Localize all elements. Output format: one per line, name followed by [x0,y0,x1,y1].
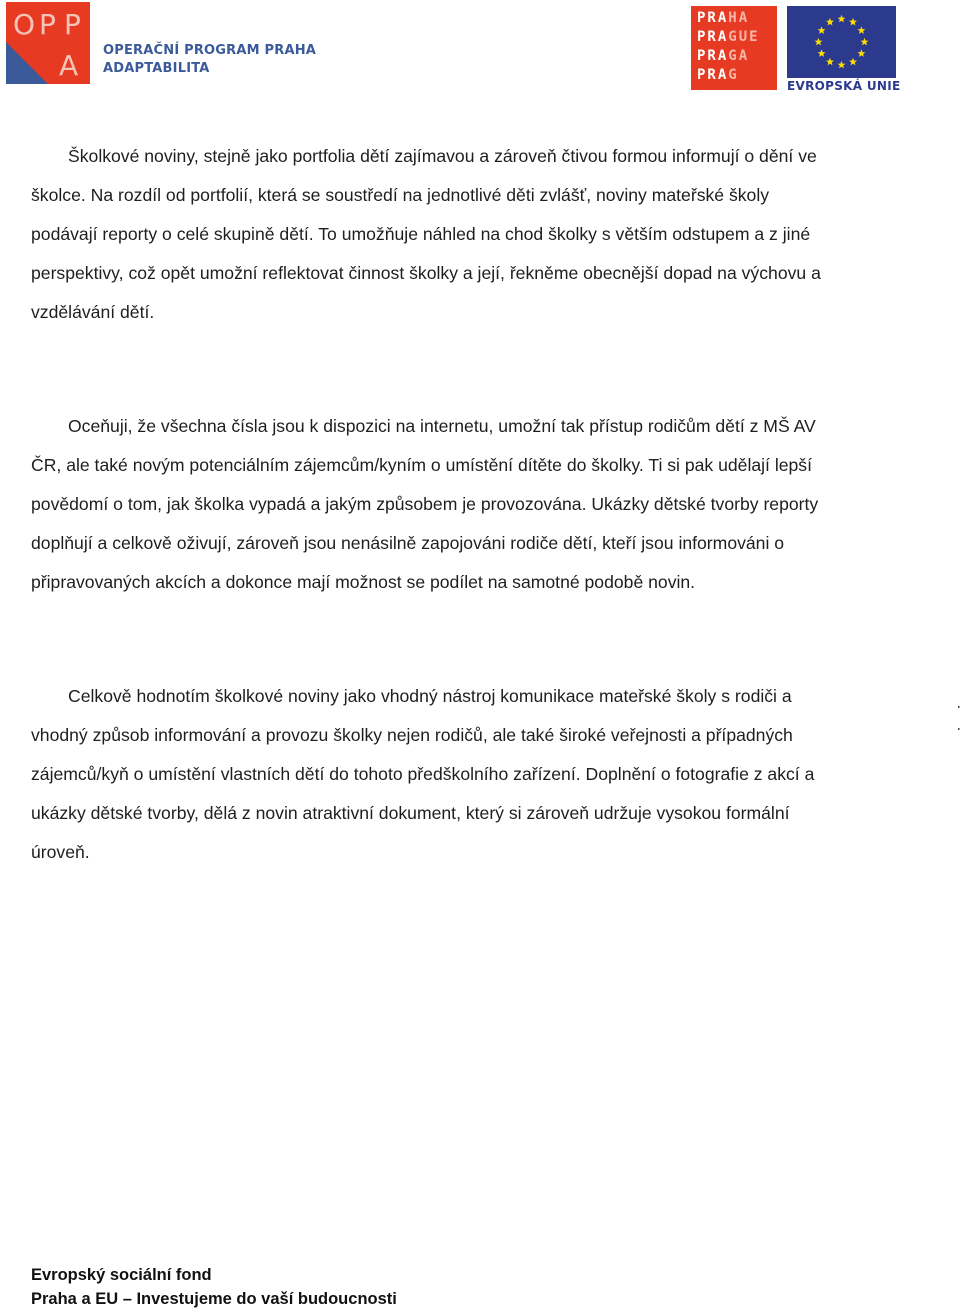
paragraph-3: Celkově hodnotím školkové noviny jako vhodný nástroj komunikace mateřské školy s rodiči a vhodný způsob informování a provozu školky nejen rodičů, ale také široké veřejnosti a případných zájemců/kyň o umístění vlastních dětí do tohoto předškolního zařízení. Doplnění o fotografie z akcí a ukázky dětské tvorby, dělá z novin atraktivní dokument, který si zároveň udržuje vysokou formální úroveň. [31,686,815,862]
document-body [31,137,831,872]
eu-flag-icon [787,6,896,78]
praha-cell: GA [728,48,750,64]
praha-logo [691,6,777,90]
oppa-logo-line2: ADAPTABILITA [103,61,210,76]
oppa-logo-mark [6,2,90,84]
footer-line2: Praha a EU – Investujeme do vaší budoucnosti [31,1290,397,1308]
oppa-logo [6,2,317,88]
paragraph-2: Oceňuji, že všechna čísla jsou k dispozici na internetu, umožní tak přístup rodičům dětí z MŠ AV ČR, ale také novým potenciálním zájemcům/kyním o umístění dítěte do školky. Ti si pak udělají lepší povědomí o tom, jak školka vypadá a jakým způsobem je provozována. Ukázky dětské tvorby reporty doplňují a celkově oživují, zároveň jsou nenásilně zapojováni rodiče dětí, kteří jsou informováni o připravovaných akcích a dokonce mají možnost se podílet na samotné podobě novin. [31,416,819,592]
praha-cell: GUE [728,29,760,45]
paragraph-1: Školkové noviny, stejně jako portfolia dětí zajímavou a zároveň čtivou formou informují o dění ve školce. Na rozdíl od portfolií, která se soustředí na jednotlivé děti zvlášť, noviny mateřské školy podávají reporty o celé skupině dětí. To umožňuje náhled na chod školky s větším odstupem a z jiné perspektivy, což opět umožní reflektovat činnost školky a její, řekněme obecnější dopad na výchovu a vzdělávání dětí. [31,146,821,322]
oppa-logo-text [103,42,317,78]
oppa-letter-p1: P [39,8,56,41]
eu-logo-label: EVROPSKÁ UNIE [787,79,901,93]
eu-logo [787,6,901,94]
praha-logo-grid [697,9,760,85]
oppa-logo-line1: OPERAČNÍ PROGRAM PRAHA [103,43,317,58]
praha-cell: PRA [697,67,729,83]
oppa-letter-p2: P [64,8,81,41]
praha-cell: G [728,67,739,83]
praha-cell: PRA [697,29,729,45]
oppa-letter-o: O [13,8,36,41]
footer-line1: Evropský sociální fond [31,1266,212,1284]
oppa-letter-a: A [59,49,79,82]
praha-cell: PRA [697,10,729,26]
praha-cell: HA [728,10,750,26]
praha-cell: PRA [697,48,729,64]
footer [31,1263,631,1311]
